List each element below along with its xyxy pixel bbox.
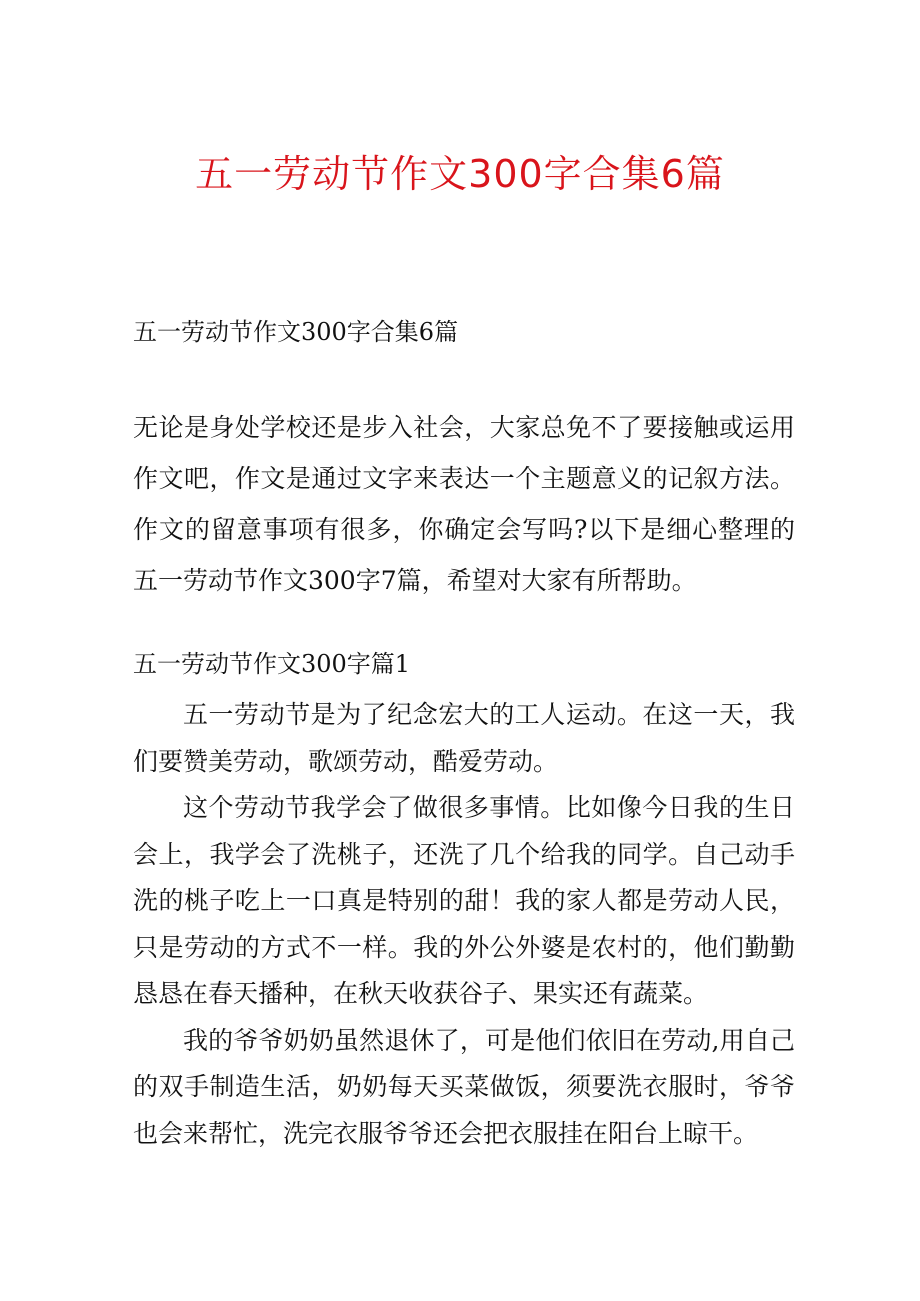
intro-paragraph: 无论是身处学校还是步入社会，大家总免不了要接触或运用作文吧，作文是通过文字来表达一个主题意义的记叙方法。作文的留意事项有很多，你确定会写吗?以下是细心整理的五一劳动节作文300字7篇，希望对大家有所帮助。 xyxy=(133,413,795,595)
document-title: 五一劳动节作文300字合集6篇 xyxy=(195,152,725,196)
section-title: 五一劳动节作文300字篇1 xyxy=(133,650,411,678)
essay-paragraph: 我的爷爷奶奶虽然退休了，可是他们依旧在劳动,用自己的双手制造生活，奶奶每天买菜做饭，须要洗衣服时，爷爷也会来帮忙，洗完衣服爷爷还会把衣服挂在阳台上晾干。 xyxy=(133,1025,795,1148)
essay-paragraph: 五一劳动节是为了纪念宏大的工人运动。在这一天，我们要赞美劳动，歌颂劳动，酷爱劳动。 xyxy=(133,700,795,776)
essay-paragraph: 这个劳动节我学会了做很多事情。比如像今日我的生日会上，我学会了洗桃子，还洗了几个给我的同学。自己动手洗的桃子吃上一口真是特别的甜！我的家人都是劳动人民，只是劳动的方式不一样。我的外公外婆是农村的，他们勤勤恳恳在春天播种，在秋天收获谷子、果实还有蔬菜。 xyxy=(133,793,795,1008)
essay-body xyxy=(133,692,795,1157)
document-subtitle: 五一劳动节作文300字合集6篇 xyxy=(133,318,459,346)
